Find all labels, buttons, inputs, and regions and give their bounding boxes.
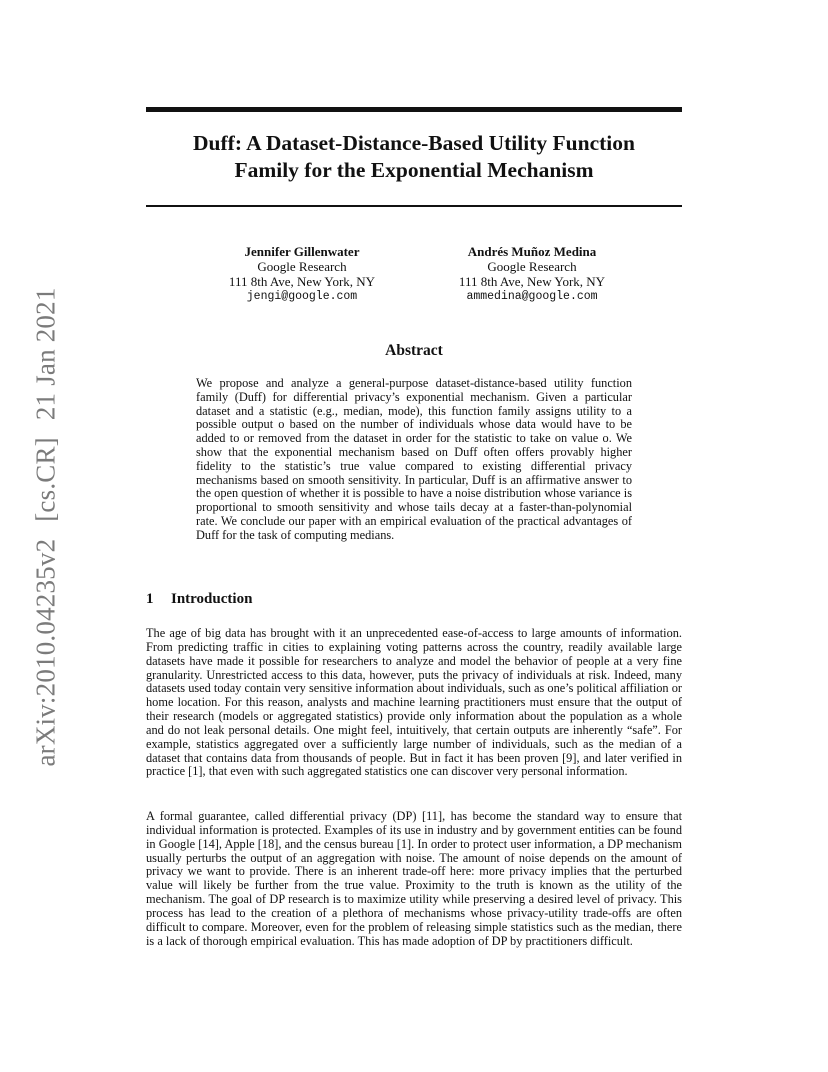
- title-line-1: Duff: A Dataset-Distance-Based Utility Function: [193, 131, 635, 155]
- intro-paragraph-1: The age of big data has brought with it an unprecedented ease-of-access to large amounts of information. From predicting traffic in cities to explaining voting patterns across the country, readily available large datasets have made it possible for researchers to analyze and model the behavior of people at a very fine granularity. Unrestricted access to this data, however, puts the privacy of individuals at risk. Indeed, many datasets used today contain very sensitive information about individuals, such as one’s political affiliation or home location. For this reason, analysts and machine learning practitioners must ensure that the output of their research (models or aggregated statistics) provide only information about the population as a whole and do not leak personal details. One might feel, intuitively, that certain outputs are inherently “safe”. For example, statistics aggregated over a sufficiently large number of individuals, such as the median of a dataset that contains data from thousands of people. But in fact it has been proven [9], and later verified in practice [1], that even with such aggregated statistics one can discover very personal information.: [146, 626, 682, 779]
- arxiv-date: 21 Jan 2021: [30, 287, 61, 421]
- arxiv-stamp: [31, 282, 62, 771]
- section-heading: [146, 591, 252, 608]
- author-name: Andrés Muñoz Medina: [467, 244, 597, 259]
- title-line-2: Family for the Exponential Mechanism: [234, 158, 594, 182]
- author-address: 111 8th Ave, New York, NY: [228, 274, 376, 289]
- title-top-rule: [146, 107, 682, 112]
- author-affiliation: Google Research: [487, 259, 577, 274]
- author-email: ammedina@google.com: [466, 290, 598, 303]
- title-bottom-rule: [146, 205, 682, 207]
- section-title: Introduction: [171, 591, 253, 607]
- abstract-heading: Abstract: [385, 342, 443, 359]
- paper-title: [146, 130, 682, 184]
- author-email: jengi@google.com: [246, 290, 358, 303]
- author-affiliation: Google Research: [257, 259, 347, 274]
- abstract-text: We propose and analyze a general-purpose dataset-distance-based utility function family (Duff) for differential privacy’s exponential mechanism. Given a particular dataset and a statistic (e.g., median, mode), this function family assigns utility to a possible output o based on the number of individuals whose data would have to be added to or removed from the dataset in order for the statistic to take on value o. We show that the exponential mechanism based on Duff often offers provably higher fidelity to the statistic’s true value compared to existing differential privacy mechanisms based on smooth sensitivity. In particular, Duff is an affirmative answer to the open question of whether it is possible to have a noise distribution whose variance is proportional to smooth sensitivity and whose tails decay at a faster-than-polynomial rate. We conclude our paper with an empirical evaluation of the practical advantages of Duff for the task of computing medians.: [196, 376, 632, 542]
- author-block-1: [182, 244, 422, 304]
- author-address: 111 8th Ave, New York, NY: [458, 274, 606, 289]
- arxiv-category: [cs.CR]: [30, 437, 61, 522]
- intro-paragraph-2: A formal guarantee, called differential privacy (DP) [11], has become the standard way to ensure that individual information is protected. Examples of its use in industry and by government entities can be found in Google [14], Apple [18], and the census bureau [1]. In order to protect user information, a DP mechanism usually perturbs the output of an aggregation with noise. The amount of noise depends on the amount of privacy we want to provide. There is an inherent trade-off here: more privacy implies that the perturbed value will likely be further from the true value. Proximity to the truth is known as the utility of the mechanism. The goal of DP research is to maximize utility while preserving a desired level of privacy. This process has lead to the creation of a plethora of mechanisms whose privacy-utility trade-offs are often difficult to compare. Moreover, even for the problem of releasing simple statistics such as the median, there is a lack of thorough empirical evaluation. This has made adoption of DP by practitioners difficult.: [146, 809, 682, 948]
- section-number: 1: [146, 591, 154, 607]
- author-block-2: [412, 244, 652, 304]
- arxiv-id: arXiv:2010.04235v2: [30, 538, 61, 767]
- author-name: Jennifer Gillenwater: [244, 244, 360, 259]
